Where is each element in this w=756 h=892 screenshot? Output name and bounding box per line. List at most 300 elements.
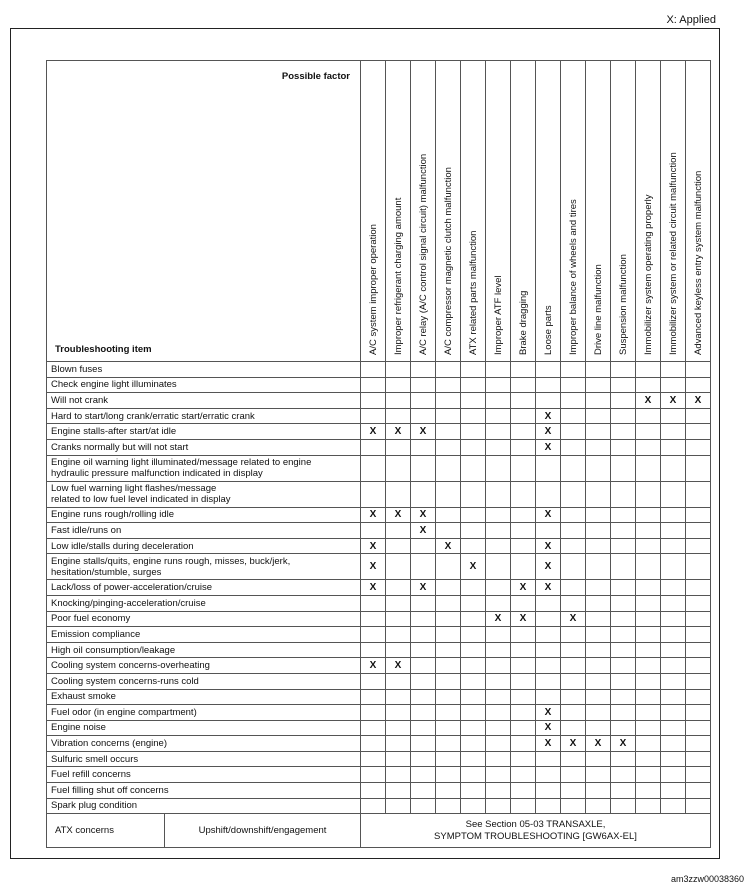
factor-applied-cell — [536, 408, 561, 424]
factor-applied-cell — [411, 673, 436, 689]
factor-applied-cell — [536, 362, 561, 378]
factor-applied-cell — [661, 523, 686, 539]
factor-applied-cell — [536, 673, 561, 689]
factor-applied-cell — [661, 658, 686, 674]
factor-applied-cell — [661, 377, 686, 393]
factor-applied-cell — [536, 720, 561, 736]
factor-applied-cell — [611, 523, 636, 539]
factor-applied-cell — [436, 455, 461, 481]
factor-applied-cell — [561, 377, 586, 393]
troubleshooting-item-heading: Troubleshooting item — [55, 344, 152, 355]
factor-applied-cell — [361, 611, 386, 627]
factor-applied-cell — [461, 523, 486, 539]
factor-header-cell — [536, 61, 561, 362]
factor-applied-cell — [536, 705, 561, 721]
atx-reference-note — [361, 814, 711, 848]
factor-applied-cell — [536, 798, 561, 814]
factor-applied-cell — [436, 705, 461, 721]
factor-header-cell — [386, 61, 411, 362]
factor-applied-cell — [536, 424, 561, 440]
factor-applied-cell — [386, 408, 411, 424]
table-row — [47, 751, 711, 767]
factor-applied-cell — [486, 736, 511, 752]
factor-applied-cell — [436, 408, 461, 424]
factor-applied-cell — [511, 705, 536, 721]
factor-applied-cell — [586, 798, 611, 814]
factor-applied-cell — [486, 595, 511, 611]
factor-applied-cell — [361, 673, 386, 689]
factor-label: Loose parts — [543, 305, 554, 355]
factor-applied-cell — [511, 424, 536, 440]
factor-header-cell — [361, 61, 386, 362]
factor-applied-cell — [486, 393, 511, 409]
factor-applied-cell — [661, 424, 686, 440]
factor-applied-cell — [611, 798, 636, 814]
factor-label: Improper refrigerant charging amount — [393, 197, 404, 355]
factor-applied-cell — [411, 627, 436, 643]
factor-applied-cell — [611, 439, 636, 455]
troubleshooting-item-text: Blown fuses — [51, 363, 103, 375]
troubleshooting-item-text: Fuel filling shut off concerns — [51, 784, 169, 796]
factor-applied-cell — [486, 439, 511, 455]
factor-applied-cell — [386, 538, 411, 554]
factor-applied-cell — [461, 658, 486, 674]
troubleshooting-item-text: Hard to start/long crank/erratic start/erratic crank — [51, 410, 255, 422]
factor-applied-cell — [611, 393, 636, 409]
factor-applied-cell — [661, 705, 686, 721]
troubleshooting-item-cell — [47, 455, 361, 481]
factor-applied-cell — [436, 377, 461, 393]
troubleshooting-item-text: Low idle/stalls during deceleration — [51, 540, 194, 552]
factor-applied-cell — [611, 658, 636, 674]
factor-applied-cell — [486, 507, 511, 523]
factor-applied-cell — [686, 736, 711, 752]
factor-applied-cell — [361, 439, 386, 455]
factor-applied-cell — [586, 673, 611, 689]
factor-applied-cell — [536, 751, 561, 767]
factor-applied-cell — [686, 362, 711, 378]
factor-applied-cell — [636, 705, 661, 721]
factor-applied-cell — [586, 408, 611, 424]
table-row — [47, 627, 711, 643]
factor-applied-cell — [436, 720, 461, 736]
applied-mark: X — [444, 540, 452, 552]
factor-applied-cell — [511, 611, 536, 627]
factor-applied-cell — [636, 408, 661, 424]
troubleshooting-item-text: Poor fuel economy — [51, 613, 131, 625]
factor-applied-cell — [686, 751, 711, 767]
troubleshooting-item-cell — [47, 554, 361, 580]
applied-mark: X — [569, 738, 577, 750]
factor-applied-cell — [436, 538, 461, 554]
factor-applied-cell — [611, 554, 636, 580]
factor-applied-cell — [611, 538, 636, 554]
factor-label: Advanced keyless entry system malfunction — [693, 170, 704, 355]
factor-applied-cell — [386, 783, 411, 799]
factor-applied-cell — [411, 751, 436, 767]
factor-applied-cell — [686, 705, 711, 721]
troubleshooting-item-cell — [47, 658, 361, 674]
factor-applied-cell — [686, 580, 711, 596]
factor-applied-cell — [436, 580, 461, 596]
factor-applied-cell — [636, 507, 661, 523]
factor-applied-cell — [536, 767, 561, 783]
factor-applied-cell — [586, 767, 611, 783]
table-row — [47, 554, 711, 580]
factor-applied-cell — [586, 751, 611, 767]
factor-applied-cell — [386, 580, 411, 596]
factor-applied-cell — [611, 673, 636, 689]
factor-applied-cell — [561, 538, 586, 554]
factor-applied-cell — [661, 455, 686, 481]
factor-applied-cell — [636, 689, 661, 705]
factor-applied-cell — [486, 424, 511, 440]
factor-applied-cell — [586, 424, 611, 440]
factor-header-cell — [636, 61, 661, 362]
factor-applied-cell — [486, 705, 511, 721]
factor-applied-cell — [436, 658, 461, 674]
factor-label: Improper balance of wheels and tires — [568, 199, 579, 355]
troubleshooting-item-text: Emission compliance — [51, 628, 141, 640]
factor-applied-cell — [686, 393, 711, 409]
factor-applied-cell — [611, 580, 636, 596]
factor-applied-cell — [561, 554, 586, 580]
factor-applied-cell — [386, 736, 411, 752]
factor-applied-cell — [436, 595, 461, 611]
table-row — [47, 439, 711, 455]
factor-applied-cell — [536, 611, 561, 627]
factor-applied-cell — [436, 507, 461, 523]
factor-applied-cell — [661, 439, 686, 455]
factor-applied-cell — [361, 642, 386, 658]
factor-applied-cell — [386, 362, 411, 378]
factor-applied-cell — [461, 481, 486, 507]
factor-applied-cell — [461, 705, 486, 721]
factor-applied-cell — [386, 720, 411, 736]
applied-mark: X — [519, 613, 527, 625]
table-row — [47, 523, 711, 539]
troubleshooting-item-text: Engine runs rough/rolling idle — [51, 509, 175, 521]
troubleshooting-chart — [10, 28, 720, 859]
factor-applied-cell — [686, 642, 711, 658]
factor-applied-cell — [536, 554, 561, 580]
troubleshooting-item-cell — [47, 627, 361, 643]
factor-applied-cell — [436, 783, 461, 799]
factor-applied-cell — [661, 751, 686, 767]
possible-factor-heading: Possible factor — [281, 71, 350, 82]
factor-applied-cell — [361, 554, 386, 580]
table-row — [47, 580, 711, 596]
factor-applied-cell — [436, 424, 461, 440]
troubleshooting-item-text: Engine stalls-after start/at idle — [51, 426, 177, 438]
factor-applied-cell — [486, 658, 511, 674]
factor-applied-cell — [486, 751, 511, 767]
factor-applied-cell — [361, 595, 386, 611]
factor-applied-cell — [386, 705, 411, 721]
factor-applied-cell — [661, 736, 686, 752]
factor-applied-cell — [536, 689, 561, 705]
troubleshooting-item-cell — [47, 439, 361, 455]
factor-applied-cell — [686, 408, 711, 424]
factor-applied-cell — [661, 408, 686, 424]
factor-applied-cell — [561, 705, 586, 721]
troubleshooting-item-cell — [47, 689, 361, 705]
factor-applied-cell — [536, 538, 561, 554]
factor-applied-cell — [411, 580, 436, 596]
factor-applied-cell — [686, 424, 711, 440]
factor-applied-cell — [636, 362, 661, 378]
factor-header-cell — [461, 61, 486, 362]
factor-applied-cell — [411, 523, 436, 539]
factor-header-cell — [661, 61, 686, 362]
troubleshooting-item-text-line2: related to low fuel level indicated in display — [51, 494, 231, 506]
factor-applied-cell — [486, 642, 511, 658]
troubleshooting-item-cell — [47, 377, 361, 393]
factor-applied-cell — [536, 658, 561, 674]
troubleshooting-item-cell — [47, 393, 361, 409]
factor-applied-cell — [461, 554, 486, 580]
applied-mark: X — [619, 738, 627, 750]
factor-applied-cell — [361, 705, 386, 721]
factor-applied-cell — [611, 611, 636, 627]
table-row — [47, 377, 711, 393]
factor-applied-cell — [436, 481, 461, 507]
applied-mark: X — [369, 540, 377, 552]
factor-applied-cell — [661, 554, 686, 580]
applied-mark: X — [394, 509, 402, 521]
factor-applied-cell — [361, 362, 386, 378]
factor-applied-cell — [361, 658, 386, 674]
factor-applied-cell — [536, 507, 561, 523]
factor-header-cell — [561, 61, 586, 362]
factor-applied-cell — [411, 507, 436, 523]
header-row — [47, 61, 711, 362]
table-row — [47, 424, 711, 440]
factor-applied-cell — [486, 798, 511, 814]
factor-applied-cell — [561, 595, 586, 611]
troubleshooting-item-text: Check engine light illuminates — [51, 379, 177, 391]
factor-label: Immobilizer system operating properly — [643, 194, 654, 355]
factor-applied-cell — [511, 642, 536, 658]
factor-applied-cell — [461, 783, 486, 799]
factor-applied-cell — [686, 481, 711, 507]
factor-applied-cell — [386, 424, 411, 440]
factor-applied-cell — [386, 377, 411, 393]
factor-applied-cell — [411, 377, 436, 393]
factor-applied-cell — [511, 455, 536, 481]
applied-mark: X — [644, 394, 652, 406]
factor-applied-cell — [586, 554, 611, 580]
factor-applied-cell — [486, 455, 511, 481]
factor-applied-cell — [511, 751, 536, 767]
table-row — [47, 595, 711, 611]
factor-applied-cell — [536, 627, 561, 643]
factor-applied-cell — [561, 627, 586, 643]
factor-applied-cell — [586, 736, 611, 752]
factor-applied-cell — [586, 377, 611, 393]
factor-applied-cell — [361, 689, 386, 705]
applied-mark: X — [394, 426, 402, 438]
factor-applied-cell — [461, 362, 486, 378]
factor-applied-cell — [461, 408, 486, 424]
factor-applied-cell — [536, 595, 561, 611]
factor-applied-cell — [386, 595, 411, 611]
troubleshooting-item-cell — [47, 523, 361, 539]
factor-applied-cell — [411, 424, 436, 440]
factor-applied-cell — [386, 611, 411, 627]
factor-applied-cell — [561, 642, 586, 658]
factor-applied-cell — [461, 424, 486, 440]
factor-applied-cell — [636, 658, 661, 674]
factor-applied-cell — [511, 673, 536, 689]
troubleshooting-item-text-line2: hesitation/stumble, surges — [51, 566, 162, 578]
factor-applied-cell — [561, 767, 586, 783]
applied-mark: X — [669, 394, 677, 406]
troubleshooting-item-cell — [47, 673, 361, 689]
factor-applied-cell — [536, 523, 561, 539]
factor-applied-cell — [636, 580, 661, 596]
factor-applied-cell — [436, 642, 461, 658]
factor-applied-cell — [411, 798, 436, 814]
atx-concerns-row — [47, 814, 711, 848]
factor-applied-cell — [411, 595, 436, 611]
factor-applied-cell — [411, 538, 436, 554]
factor-label: Immobilizer system or related circuit malfunction — [668, 152, 679, 355]
applied-mark: X — [519, 582, 527, 594]
applied-mark: X — [569, 613, 577, 625]
factor-applied-cell — [486, 689, 511, 705]
factor-header-cell — [586, 61, 611, 362]
factor-applied-cell — [486, 627, 511, 643]
factor-applied-cell — [411, 554, 436, 580]
factor-label: Suspension malfunction — [618, 254, 629, 355]
factor-header-cell — [611, 61, 636, 362]
factor-applied-cell — [686, 658, 711, 674]
factor-applied-cell — [461, 798, 486, 814]
troubleshooting-item-cell — [47, 580, 361, 596]
troubleshooting-item-text: Exhaust smoke — [51, 691, 116, 703]
factor-applied-cell — [511, 689, 536, 705]
factor-applied-cell — [361, 751, 386, 767]
factor-applied-cell — [361, 393, 386, 409]
factor-applied-cell — [486, 673, 511, 689]
factor-applied-cell — [686, 689, 711, 705]
troubleshooting-item-cell — [47, 751, 361, 767]
troubleshooting-item-cell — [47, 736, 361, 752]
factor-applied-cell — [361, 798, 386, 814]
factor-applied-cell — [661, 642, 686, 658]
factor-applied-cell — [636, 538, 661, 554]
factor-applied-cell — [586, 523, 611, 539]
factor-header-cell — [686, 61, 711, 362]
factor-applied-cell — [586, 658, 611, 674]
applied-mark: X — [419, 524, 427, 536]
factor-applied-cell — [561, 720, 586, 736]
factor-applied-cell — [586, 362, 611, 378]
factor-applied-cell — [661, 507, 686, 523]
factor-applied-cell — [436, 767, 461, 783]
factor-applied-cell — [611, 720, 636, 736]
factor-applied-cell — [661, 362, 686, 378]
factor-applied-cell — [686, 507, 711, 523]
table-row — [47, 481, 711, 507]
troubleshooting-item-text: Fuel refill concerns — [51, 769, 131, 781]
factor-applied-cell — [386, 658, 411, 674]
factor-applied-cell — [586, 689, 611, 705]
troubleshooting-item-cell — [47, 611, 361, 627]
factor-applied-cell — [386, 393, 411, 409]
troubleshooting-item-cell — [47, 783, 361, 799]
applied-mark: X — [544, 582, 552, 594]
factor-applied-cell — [411, 611, 436, 627]
applied-mark: X — [419, 426, 427, 438]
factor-applied-cell — [611, 424, 636, 440]
factor-applied-cell — [511, 538, 536, 554]
factor-applied-cell — [411, 362, 436, 378]
factor-applied-cell — [561, 751, 586, 767]
troubleshooting-item-text: Cooling system concerns-runs cold — [51, 675, 199, 687]
factor-applied-cell — [461, 611, 486, 627]
troubleshooting-item-text: High oil consumption/leakage — [51, 644, 176, 656]
factor-applied-cell — [436, 689, 461, 705]
factor-applied-cell — [636, 611, 661, 627]
troubleshooting-item-cell — [47, 408, 361, 424]
factor-applied-cell — [611, 689, 636, 705]
factor-applied-cell — [511, 595, 536, 611]
factor-applied-cell — [586, 455, 611, 481]
factor-applied-cell — [386, 627, 411, 643]
factor-applied-cell — [511, 736, 536, 752]
factor-applied-cell — [611, 455, 636, 481]
factor-applied-cell — [411, 705, 436, 721]
factor-applied-cell — [511, 658, 536, 674]
factor-applied-cell — [661, 720, 686, 736]
table-row — [47, 658, 711, 674]
factor-applied-cell — [486, 554, 511, 580]
factor-applied-cell — [636, 783, 661, 799]
applied-mark: X — [544, 561, 552, 573]
troubleshooting-item-text: Fuel odor (in engine compartment) — [51, 706, 197, 718]
factor-applied-cell — [636, 736, 661, 752]
factor-applied-cell — [586, 595, 611, 611]
factor-applied-cell — [361, 455, 386, 481]
factor-applied-cell — [536, 439, 561, 455]
factor-applied-cell — [636, 481, 661, 507]
table-row — [47, 455, 711, 481]
factor-applied-cell — [386, 642, 411, 658]
factor-applied-cell — [361, 720, 386, 736]
factor-applied-cell — [611, 642, 636, 658]
factor-applied-cell — [361, 507, 386, 523]
factor-applied-cell — [436, 362, 461, 378]
factor-applied-cell — [686, 767, 711, 783]
factor-applied-cell — [561, 580, 586, 596]
factor-applied-cell — [361, 523, 386, 539]
factor-applied-cell — [686, 783, 711, 799]
factor-applied-cell — [511, 523, 536, 539]
factor-applied-cell — [611, 751, 636, 767]
atx-reference-line2: SYMPTOM TROUBLESHOOTING [GW6AX-EL] — [434, 830, 637, 842]
factor-applied-cell — [536, 393, 561, 409]
factor-header-cell — [486, 61, 511, 362]
factor-applied-cell — [611, 362, 636, 378]
factor-applied-cell — [586, 507, 611, 523]
factor-applied-cell — [511, 627, 536, 643]
factor-applied-cell — [561, 736, 586, 752]
factor-applied-cell — [686, 523, 711, 539]
factor-applied-cell — [561, 481, 586, 507]
factor-applied-cell — [611, 595, 636, 611]
